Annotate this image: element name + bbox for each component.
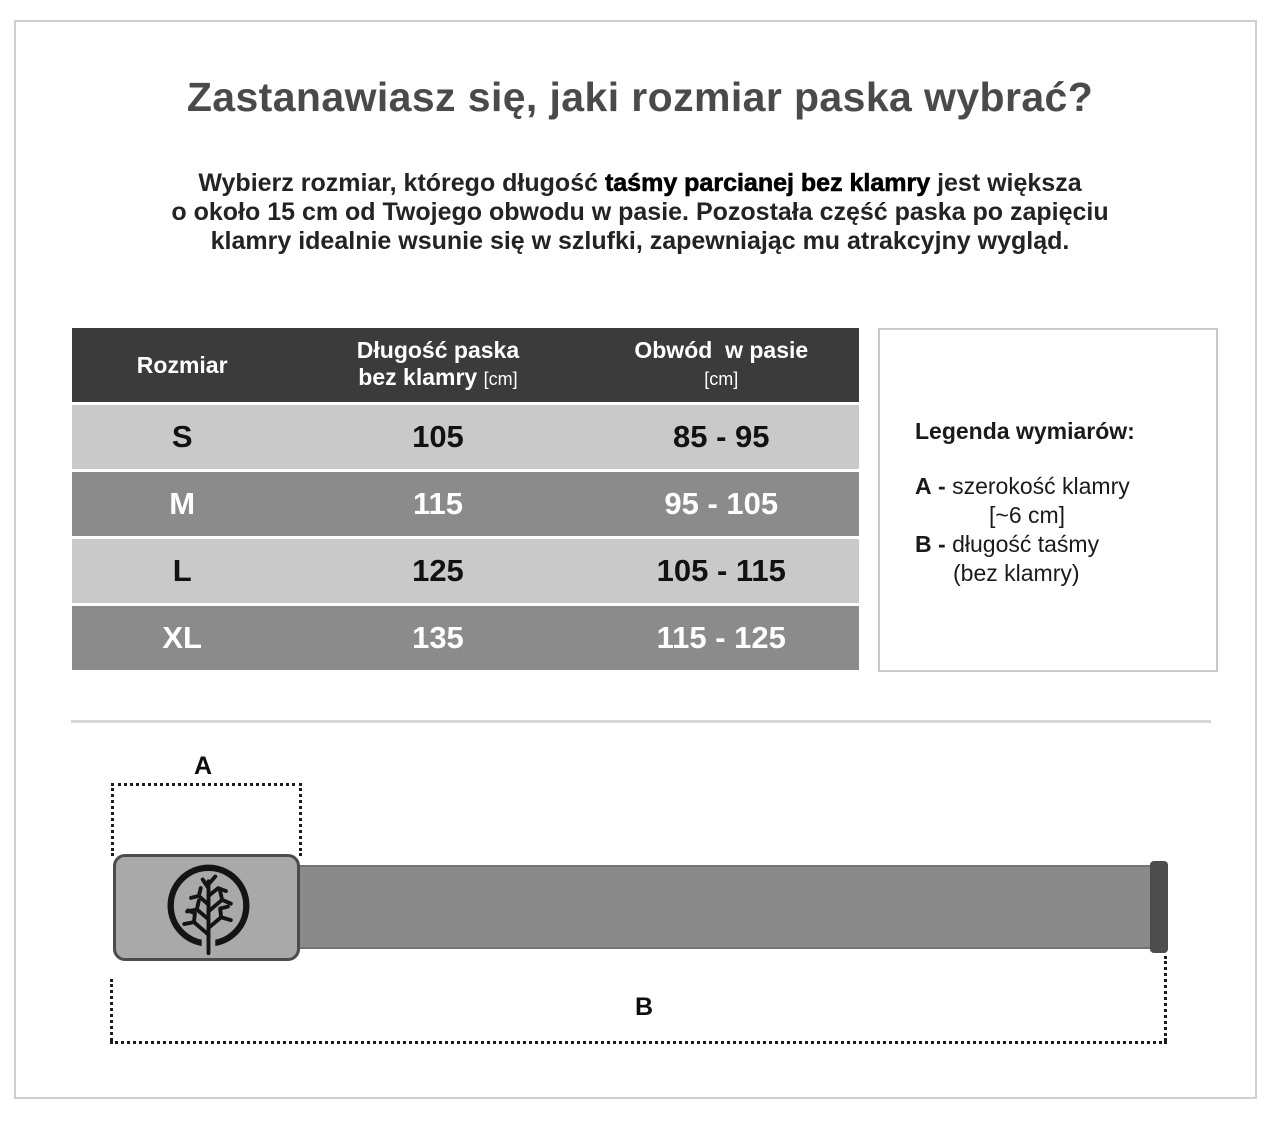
unit-label: [cm] [704, 369, 739, 389]
legend-item-a-sub: [~6 cm] [989, 502, 1066, 528]
dimension-b-right-line [1164, 956, 1167, 1041]
intro-line2: o około 15 cm od Twojego obwodu w pasie. Pozostała część paska po zapięciu [171, 198, 1109, 226]
belt-strap-tip [1150, 861, 1168, 953]
waist-cell: 115 - 125 [584, 605, 859, 671]
belt-length-cell: 125 [292, 538, 583, 605]
size-cell: M [72, 471, 292, 538]
belt-length-cell: 115 [292, 471, 583, 538]
header-row [72, 328, 859, 404]
intro-line1-pre: Wybierz rozmiar, którego długość [198, 169, 605, 197]
size-table-header [72, 328, 859, 404]
waist-cell: 85 - 95 [584, 404, 859, 471]
dimension-a-bracket [111, 783, 302, 856]
unit-label: [cm] [483, 369, 518, 389]
intro-line1-emphasis: taśmy parcianej bez klamry [604, 169, 931, 197]
table-row-l [72, 538, 859, 605]
col-header-belt-length: Długość paska bez klamry [cm] [292, 328, 583, 404]
belt-buckle [113, 854, 300, 961]
dimension-b-baseline [110, 1041, 1167, 1044]
tree-logo-icon [160, 861, 257, 958]
intro-text [0, 169, 1280, 256]
size-cell: S [72, 404, 292, 471]
belt-length-cell: 135 [292, 605, 583, 671]
table-row-xl [72, 605, 859, 671]
legend-item-b-sub: (bez klamry) [953, 560, 1080, 586]
dimension-a-label: A [193, 752, 213, 780]
dimension-b-left-line [110, 979, 113, 1041]
belt-length-cell: 105 [292, 404, 583, 471]
waist-cell: 95 - 105 [584, 471, 859, 538]
size-table [72, 328, 859, 670]
col-header-waist: Obwód w pasie [cm] [584, 328, 859, 404]
size-cell: XL [72, 605, 292, 671]
intro-line1-post: jest większa [930, 169, 1082, 197]
dimension-legend [878, 328, 1218, 672]
table-row-m [72, 471, 859, 538]
size-cell: L [72, 538, 292, 605]
legend-title: Legenda wymiarów: [915, 418, 1135, 444]
page-title: Zastanawiasz się, jaki rozmiar paska wybrać? [186, 74, 1094, 120]
waist-cell: 105 - 115 [584, 538, 859, 605]
dimension-b-label: B [634, 993, 654, 1021]
col-header-size-label: Rozmiar [136, 351, 228, 378]
legend-item-a: A - szerokość klamry [915, 473, 1130, 499]
section-divider [71, 720, 1211, 723]
intro-line3: klamry idealnie wsunie się w szlufki, zapewniając mu atrakcyjny wygląd. [210, 227, 1070, 255]
legend-item-b: B - długość taśmy [915, 531, 1100, 557]
table-row-s [72, 404, 859, 471]
belt-strap [298, 865, 1154, 949]
col-header-size [72, 328, 292, 404]
